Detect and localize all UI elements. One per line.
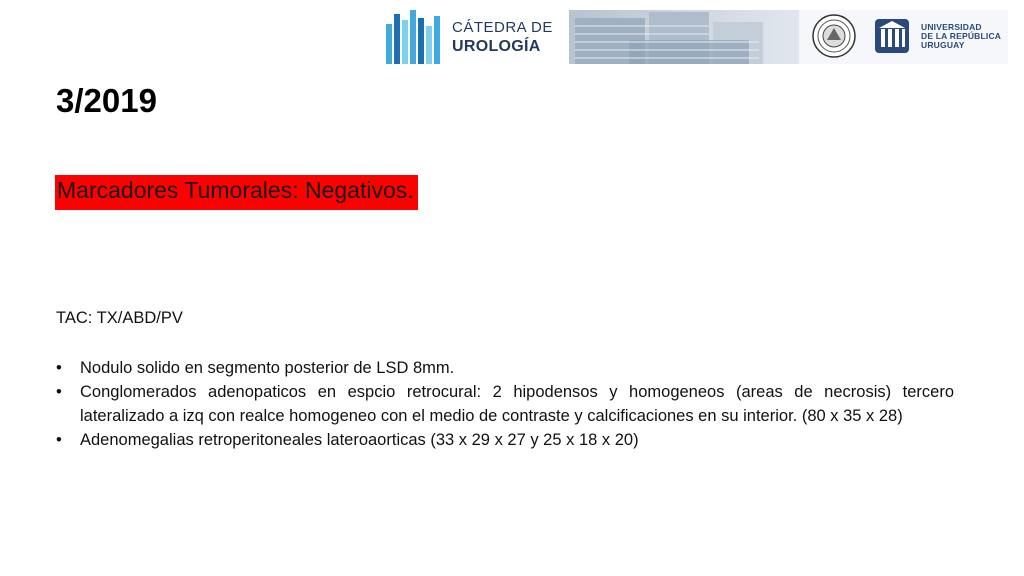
tac-label: TAC: TX/ABD/PV bbox=[56, 309, 183, 327]
slide-title: 3/2019 bbox=[56, 82, 157, 119]
udelar-emblem-icon bbox=[873, 15, 911, 55]
findings-list bbox=[56, 356, 954, 452]
brand-line2: UROLOGÍA bbox=[452, 38, 541, 55]
catedra-logo-icon bbox=[384, 10, 444, 64]
brand-line1: CÁTEDRA DE bbox=[452, 19, 553, 36]
tumor-markers-highlight: Marcadores Tumorales: Negativos. bbox=[55, 175, 418, 210]
university-seal-icon bbox=[812, 14, 856, 58]
university-line3: URUGUAY bbox=[921, 39, 965, 50]
list-item: • Conglomerados adenopaticos en espcio retrocural: 2 hipodensos y homogeneos (areas de necrosis) tercero lateralizado a izq con realce homogeneo con el medio de contraste y calcificaciones en su interior. (80 x 35 x 28) bbox=[56, 380, 954, 428]
slide-header bbox=[0, 0, 1024, 70]
university-name bbox=[921, 23, 1001, 50]
university-line1: UNIVERSIDAD bbox=[921, 22, 982, 32]
catedra-brand bbox=[452, 20, 553, 55]
list-item: • Adenomegalias retroperitoneales lateroaorticas (33 x 29 x 27 y 25 x 18 x 20) bbox=[56, 428, 954, 452]
list-item: • Nodulo solido en segmento posterior de LSD 8mm. bbox=[56, 356, 954, 380]
university-line2: DE LA REPÚBLICA bbox=[921, 30, 1002, 41]
